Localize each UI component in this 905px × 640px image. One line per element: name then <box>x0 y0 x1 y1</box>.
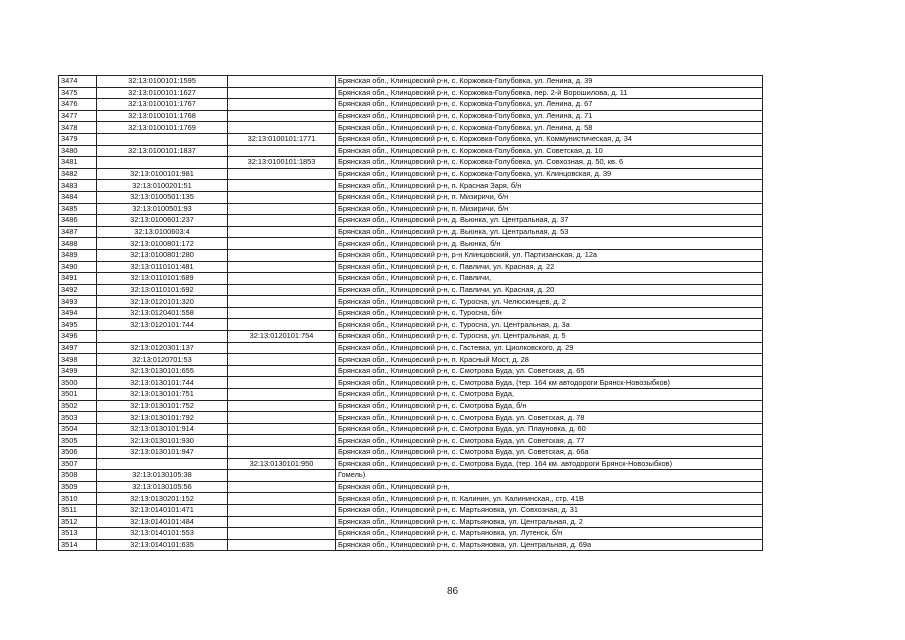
cadastral-number-alt-cell <box>228 481 336 493</box>
cadastral-number-cell: 32:13:0130101:744 <box>97 377 228 389</box>
cadastral-number-alt-cell <box>228 226 336 238</box>
address-cell: Брянская обл., Клинцовский р-н, с. Мартьяновка, ул. Совхозная, д. 31 <box>336 504 763 516</box>
cadastral-number-cell: 32:13:0120401:558 <box>97 307 228 319</box>
row-number-cell: 3484 <box>59 191 97 203</box>
table-row <box>59 400 763 412</box>
row-number-cell: 3478 <box>59 122 97 134</box>
table-row <box>59 389 763 401</box>
cadastral-number-cell: 32:13:0100501:93 <box>97 203 228 215</box>
table-row <box>59 284 763 296</box>
row-number-cell: 3493 <box>59 296 97 308</box>
table-row <box>59 528 763 540</box>
cadastral-number-cell: 32:13:0130101:751 <box>97 389 228 401</box>
cadastral-number-alt-cell <box>228 389 336 401</box>
cadastral-number-cell: 32:13:0100101:1767 <box>97 99 228 111</box>
row-number-cell: 3507 <box>59 458 97 470</box>
cadastral-number-alt-cell: 32:13:0100101:1853 <box>228 157 336 169</box>
address-cell: Брянская обл., Клинцовский р-н, с. Туросна, ул. Челюскинцев, д. 2 <box>336 296 763 308</box>
cadastral-number-cell: 32:13:0140101:635 <box>97 539 228 551</box>
cadastral-number-cell: 32:13:0130101:914 <box>97 423 228 435</box>
cadastral-number-cell: 32:13:0130101:655 <box>97 365 228 377</box>
row-number-cell: 3486 <box>59 215 97 227</box>
row-number-cell: 3487 <box>59 226 97 238</box>
table-row <box>59 539 763 551</box>
cadastral-number-alt-cell <box>228 516 336 528</box>
cadastral-number-cell: 32:13:0130101:930 <box>97 435 228 447</box>
address-cell: Брянская обл., Клинцовский р-н, с. Смотрова Буда, (тер. 164 км автодороги Брянск-Новозыбков) <box>336 377 763 389</box>
cadastral-number-alt-cell: 32:13:0120101:754 <box>228 331 336 343</box>
cadastral-number-alt-cell: 32:13:0130101:950 <box>228 458 336 470</box>
cadastral-number-cell: 32:13:0100101:1837 <box>97 145 228 157</box>
row-number-cell: 3475 <box>59 87 97 99</box>
cadastral-number-cell: 32:13:0130101:752 <box>97 400 228 412</box>
address-cell: Брянская обл., Клинцовский р-н, с. Смотрова Буда, <box>336 389 763 401</box>
address-cell: Брянская обл., Клинцовский р-н, с. Туросна, ул. Центральная, д. 3а <box>336 319 763 331</box>
address-cell: Брянская обл., Клинцовский р-н, д. Вьюнка, б/н <box>336 238 763 250</box>
cadastral-number-cell: 32:13:0110101:689 <box>97 273 228 285</box>
cadastral-number-cell: 32:13:0130105:38 <box>97 470 228 482</box>
cadastral-number-alt-cell <box>228 342 336 354</box>
row-number-cell: 3481 <box>59 157 97 169</box>
cadastral-number-alt-cell <box>228 296 336 308</box>
cadastral-number-cell: 32:13:0130101:792 <box>97 412 228 424</box>
cadastral-number-cell: 32:13:0100603:4 <box>97 226 228 238</box>
row-number-cell: 3508 <box>59 470 97 482</box>
registry-sheet <box>58 75 763 551</box>
cadastral-number-alt-cell <box>228 203 336 215</box>
table-row <box>59 342 763 354</box>
row-number-cell: 3514 <box>59 539 97 551</box>
table-row <box>59 226 763 238</box>
row-number-cell: 3494 <box>59 307 97 319</box>
cadastral-number-alt-cell <box>228 273 336 285</box>
row-number-cell: 3495 <box>59 319 97 331</box>
address-cell: Брянская обл., Клинцовский р-н, с. Гастевка, ул. Циолковского, д. 29 <box>336 342 763 354</box>
cadastral-number-alt-cell <box>228 191 336 203</box>
row-number-cell: 3488 <box>59 238 97 250</box>
address-cell: Брянская обл., Клинцовский р-н, с. Туросна, б/н <box>336 307 763 319</box>
cadastral-number-alt-cell <box>228 284 336 296</box>
row-number-cell: 3476 <box>59 99 97 111</box>
address-cell: Брянская обл., Клинцовский р-н, с. Павличи, <box>336 273 763 285</box>
address-cell: Гомель) <box>336 470 763 482</box>
table-row <box>59 180 763 192</box>
table-row <box>59 365 763 377</box>
address-cell: Брянская обл., Клинцовский р-н, п. Мизиричи, б/н <box>336 191 763 203</box>
address-cell: Брянская обл., Клинцовский р-н, с. Коржовка-Голубовка, ул. Советская, д. 10 <box>336 145 763 157</box>
cadastral-number-alt-cell <box>228 539 336 551</box>
table-row <box>59 87 763 99</box>
row-number-cell: 3512 <box>59 516 97 528</box>
cadastral-number-cell: 32:13:0120101:320 <box>97 296 228 308</box>
table-row <box>59 481 763 493</box>
table-row <box>59 319 763 331</box>
table-row <box>59 215 763 227</box>
row-number-cell: 3499 <box>59 365 97 377</box>
row-number-cell: 3506 <box>59 447 97 459</box>
cadastral-number-cell: 32:13:0110101:481 <box>97 261 228 273</box>
cadastral-number-cell: 32:13:0110101:692 <box>97 284 228 296</box>
row-number-cell: 3485 <box>59 203 97 215</box>
cadastral-number-alt-cell <box>228 528 336 540</box>
table-row <box>59 331 763 343</box>
address-cell: Брянская обл., Клинцовский р-н, с. Мартьяновка, ул. Центральная, д. 2 <box>336 516 763 528</box>
row-number-cell: 3489 <box>59 249 97 261</box>
cadastral-number-alt-cell <box>228 99 336 111</box>
row-number-cell: 3504 <box>59 423 97 435</box>
cadastral-number-cell: 32:13:0140101:484 <box>97 516 228 528</box>
cadastral-number-cell <box>97 458 228 470</box>
table-row <box>59 307 763 319</box>
address-cell: Брянская обл., Клинцовский р-н, п. Мизиричи, б/н <box>336 203 763 215</box>
table-row <box>59 99 763 111</box>
address-cell: Брянская обл., Клинцовский р-н, с. Смотрова Буда, ул. Советская, д. 65 <box>336 365 763 377</box>
address-cell: Брянская обл., Клинцовский р-н, с. Коржовка-Голубовка, ул. Клинцовская, д. 39 <box>336 168 763 180</box>
address-cell: Брянская обл., Клинцовский р-н, с. Коржовка-Голубовка, ул. Коммунистическая, д. 34 <box>336 133 763 145</box>
page-number: 86 <box>446 586 459 597</box>
table-row <box>59 168 763 180</box>
table-row <box>59 203 763 215</box>
row-number-cell: 3496 <box>59 331 97 343</box>
row-number-cell: 3480 <box>59 145 97 157</box>
table-row <box>59 191 763 203</box>
cadastral-number-alt-cell <box>228 493 336 505</box>
cadastral-number-alt-cell: 32:13:0100101:1771 <box>228 133 336 145</box>
table-row <box>59 122 763 134</box>
cadastral-number-alt-cell <box>228 423 336 435</box>
table-row <box>59 435 763 447</box>
table-row <box>59 296 763 308</box>
table-row <box>59 354 763 366</box>
address-cell: Брянская обл., Клинцовский р-н, д. Вьюнка, ул. Центральная, д. 37 <box>336 215 763 227</box>
cadastral-number-cell: 32:13:0120101:744 <box>97 319 228 331</box>
cadastral-number-alt-cell <box>228 354 336 366</box>
cadastral-number-cell: 32:13:0100501:135 <box>97 191 228 203</box>
cadastral-number-cell: 32:13:0100601:237 <box>97 215 228 227</box>
cadastral-number-alt-cell <box>228 365 336 377</box>
row-number-cell: 3479 <box>59 133 97 145</box>
cadastral-number-alt-cell <box>228 261 336 273</box>
table-row <box>59 261 763 273</box>
table-row <box>59 133 763 145</box>
address-cell: Брянская обл., Клинцовский р-н, с. Смотрова Буда, ул. Советская, д. 77 <box>336 435 763 447</box>
row-number-cell: 3497 <box>59 342 97 354</box>
address-cell: Брянская обл., Клинцовский р-н, с. Смотрова Буда, (тер. 164 км. автодороги Брянск-Новозыбков) <box>336 458 763 470</box>
address-cell: Брянская обл., Клинцовский р-н, с. Мартьяновка, ул. Лутенск, б/н <box>336 528 763 540</box>
table-row <box>59 249 763 261</box>
cadastral-number-alt-cell <box>228 377 336 389</box>
row-number-cell: 3498 <box>59 354 97 366</box>
row-number-cell: 3502 <box>59 400 97 412</box>
table-row <box>59 423 763 435</box>
table-row <box>59 504 763 516</box>
cadastral-number-alt-cell <box>228 435 336 447</box>
cadastral-number-cell: 32:13:0120701:53 <box>97 354 228 366</box>
cadastral-number-cell: 32:13:0100101:1595 <box>97 76 228 88</box>
row-number-cell: 3511 <box>59 504 97 516</box>
address-cell: Брянская обл., Клинцовский р-н, п. Калинин, ул. Калининская,, стр. 41В <box>336 493 763 505</box>
address-cell: Брянская обл., Клинцовский р-н, р-н Клинцовский, ул. Партизанская, д. 12а <box>336 249 763 261</box>
cadastral-number-cell: 32:13:0100101:1627 <box>97 87 228 99</box>
cadastral-number-alt-cell <box>228 319 336 331</box>
address-cell: Брянская обл., Клинцовский р-н, с. Смотрова Буда, б/н <box>336 400 763 412</box>
cadastral-number-cell <box>97 133 228 145</box>
row-number-cell: 3513 <box>59 528 97 540</box>
address-cell: Брянская обл., Клинцовский р-н, с. Павличи, ул. Красная, д. 20 <box>336 284 763 296</box>
cadastral-number-cell: 32:13:0140101:471 <box>97 504 228 516</box>
cadastral-number-cell: 32:13:0100201:51 <box>97 180 228 192</box>
cadastral-number-cell: 32:13:0140101:553 <box>97 528 228 540</box>
cadastral-number-alt-cell <box>228 180 336 192</box>
table-row <box>59 493 763 505</box>
table-row <box>59 516 763 528</box>
cadastral-number-cell: 32:13:0100101:981 <box>97 168 228 180</box>
row-number-cell: 3482 <box>59 168 97 180</box>
cadastral-number-cell <box>97 157 228 169</box>
address-cell: Брянская обл., Клинцовский р-н, с. Коржовка-Голубовка, ул. Совхозная, д. 50, кв. 6 <box>336 157 763 169</box>
row-number-cell: 3503 <box>59 412 97 424</box>
address-cell: Брянская обл., Клинцовский р-н, с. Туросна, ул. Центральная, д. 5 <box>336 331 763 343</box>
row-number-cell: 3509 <box>59 481 97 493</box>
table-row <box>59 145 763 157</box>
address-cell: Брянская обл., Клинцовский р-н, с. Мартьяновка, ул. Центральная, д. 69а <box>336 539 763 551</box>
table-row <box>59 273 763 285</box>
row-number-cell: 3501 <box>59 389 97 401</box>
cadastral-number-alt-cell <box>228 249 336 261</box>
cadastral-number-cell: 32:13:0100101:1769 <box>97 122 228 134</box>
row-number-cell: 3477 <box>59 110 97 122</box>
address-cell: Брянская обл., Клинцовский р-н, с. Коржовка-Голубовка, пер. 2-й Ворошилова, д. 11 <box>336 87 763 99</box>
row-number-cell: 3490 <box>59 261 97 273</box>
property-registry-table <box>58 75 763 551</box>
cadastral-number-cell: 32:13:0100101:1768 <box>97 110 228 122</box>
cadastral-number-alt-cell <box>228 238 336 250</box>
table-row <box>59 76 763 88</box>
cadastral-number-alt-cell <box>228 504 336 516</box>
address-cell: Брянская обл., Клинцовский р-н, с. Смотрова Буда, ул. Плауновка, д. 60 <box>336 423 763 435</box>
address-cell: Брянская обл., Клинцовский р-н, п. Красная Заря, б/н <box>336 180 763 192</box>
table-row <box>59 377 763 389</box>
table-row <box>59 458 763 470</box>
address-cell: Брянская обл., Клинцовский р-н, с. Коржовка-Голубовка, ул. Ленина, д. 71 <box>336 110 763 122</box>
address-cell: Брянская обл., Клинцовский р-н, п. Красный Мост, д. 28 <box>336 354 763 366</box>
registry-table-body <box>59 76 763 551</box>
row-number-cell: 3505 <box>59 435 97 447</box>
row-number-cell: 3483 <box>59 180 97 192</box>
address-cell: Брянская обл., Клинцовский р-н, д. Вьюнка, ул. Центральная, д. 53 <box>336 226 763 238</box>
cadastral-number-cell <box>97 331 228 343</box>
table-row <box>59 470 763 482</box>
cadastral-number-cell: 32:13:0130101:947 <box>97 447 228 459</box>
row-number-cell: 3492 <box>59 284 97 296</box>
table-row <box>59 412 763 424</box>
cadastral-number-alt-cell <box>228 145 336 157</box>
cadastral-number-alt-cell <box>228 470 336 482</box>
cadastral-number-alt-cell <box>228 400 336 412</box>
address-cell: Брянская обл., Клинцовский р-н, с. Коржовка-Голубовка, ул. Ленина, д. 58 <box>336 122 763 134</box>
table-row <box>59 157 763 169</box>
cadastral-number-alt-cell <box>228 110 336 122</box>
cadastral-number-alt-cell <box>228 307 336 319</box>
row-number-cell: 3474 <box>59 76 97 88</box>
cadastral-number-cell: 32:13:0100801:172 <box>97 238 228 250</box>
cadastral-number-cell: 32:13:0120301:137 <box>97 342 228 354</box>
cadastral-number-alt-cell <box>228 447 336 459</box>
address-cell: Брянская обл., Клинцовский р-н, с. Коржовка-Голубовка, ул. Ленина, д. 67 <box>336 99 763 111</box>
cadastral-number-cell: 32:13:0100801:280 <box>97 249 228 261</box>
cadastral-number-cell: 32:13:0130201:152 <box>97 493 228 505</box>
cadastral-number-alt-cell <box>228 215 336 227</box>
cadastral-number-cell: 32:13:0130105:56 <box>97 481 228 493</box>
row-number-cell: 3500 <box>59 377 97 389</box>
cadastral-number-alt-cell <box>228 412 336 424</box>
cadastral-number-alt-cell <box>228 76 336 88</box>
table-row <box>59 110 763 122</box>
address-cell: Брянская обл., Клинцовский р-н, с. Коржовка-Голубовка, ул. Ленина, д. 39 <box>336 76 763 88</box>
table-row <box>59 238 763 250</box>
cadastral-number-alt-cell <box>228 87 336 99</box>
address-cell: Брянская обл., Клинцовский р-н, <box>336 481 763 493</box>
address-cell: Брянская обл., Клинцовский р-н, с. Смотрова Буда, ул. Советская, д. 66а <box>336 447 763 459</box>
cadastral-number-alt-cell <box>228 168 336 180</box>
address-cell: Брянская обл., Клинцовский р-н, с. Смотрова Буда, ул. Советская, д. 78 <box>336 412 763 424</box>
table-row <box>59 447 763 459</box>
address-cell: Брянская обл., Клинцовский р-н, с. Павличи, ул. Красная, д. 22 <box>336 261 763 273</box>
row-number-cell: 3491 <box>59 273 97 285</box>
cadastral-number-alt-cell <box>228 122 336 134</box>
row-number-cell: 3510 <box>59 493 97 505</box>
